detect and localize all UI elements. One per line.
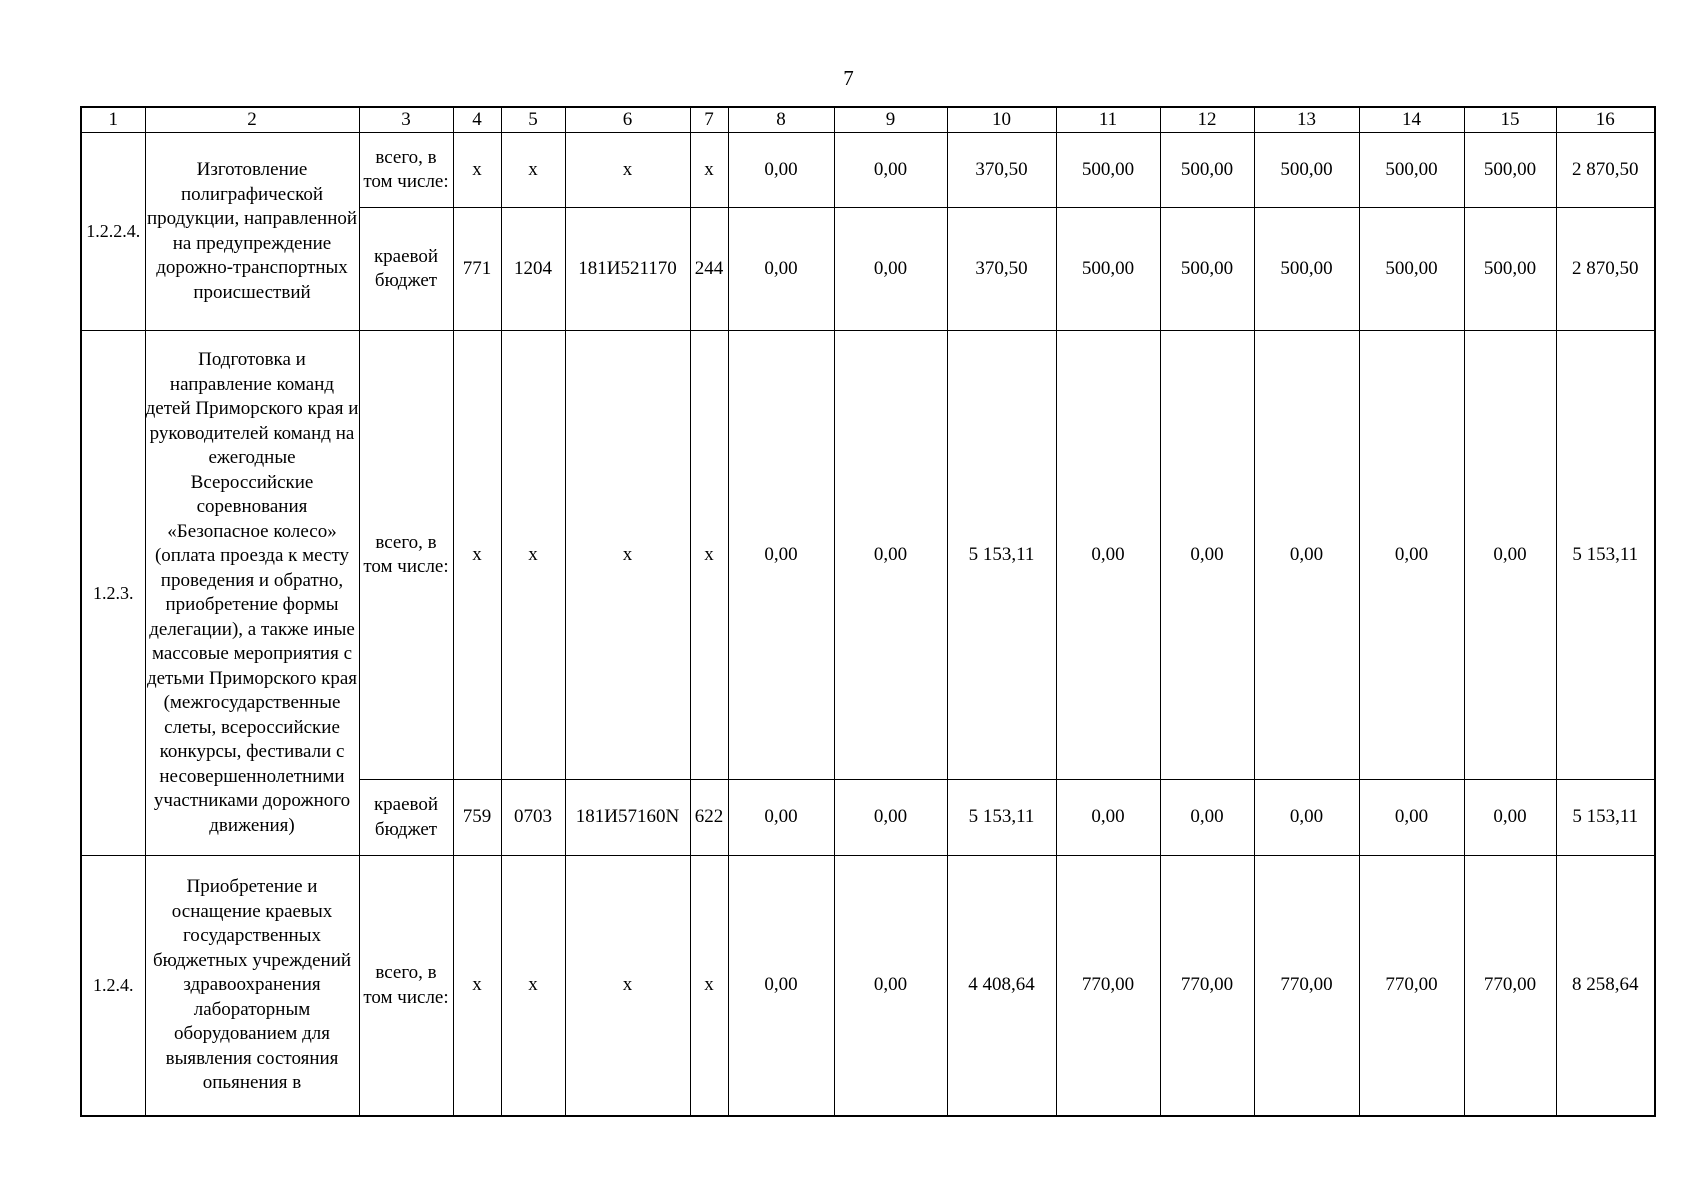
- cell-c5: 1204: [501, 208, 565, 331]
- cell-value: 0,00: [1359, 331, 1464, 780]
- cell-c7: x: [690, 133, 728, 208]
- col-header: 4: [453, 107, 501, 133]
- page-number: 7: [843, 66, 854, 90]
- cell-value: 0,00: [1160, 331, 1254, 780]
- cell-value: 0,00: [1160, 779, 1254, 855]
- cell-value: 770,00: [1464, 856, 1556, 1116]
- cell-value: 5 153,11: [947, 779, 1056, 855]
- cell-value: 0,00: [1464, 331, 1556, 780]
- table-row: [81, 133, 1655, 208]
- cell-value: 770,00: [1359, 856, 1464, 1116]
- col-header: 11: [1056, 107, 1160, 133]
- row-description: Подготовка и направление команд детей Приморского края и руководителей команд на ежегодные Всероссийские соревнования «Безопасное колесо» (оплата проезда к месту проведения и обратно, приобретение формы делегации), а также иные массовые мероприятия с детьми Приморского края (межгосударственные слеты, всероссийские конкурсы, фестивали с несовершеннолетними участниками дорожного движения): [145, 331, 359, 856]
- cell-value: 0,00: [1254, 331, 1359, 780]
- col-header: 2: [145, 107, 359, 133]
- cell-value: 770,00: [1056, 856, 1160, 1116]
- table-row: [81, 856, 1655, 1116]
- col-header: 1: [81, 107, 145, 133]
- row-description: Изготовление полиграфической продукции, направленной на предупреждение дорожно-транспортных происшествий: [145, 133, 359, 331]
- col-header: 15: [1464, 107, 1556, 133]
- cell-c5: x: [501, 133, 565, 208]
- cell-c7: x: [690, 331, 728, 780]
- cell-value: 500,00: [1359, 208, 1464, 331]
- row-id: 1.2.3.: [81, 331, 145, 856]
- cell-c4: 759: [453, 779, 501, 855]
- cell-value: 0,00: [728, 856, 834, 1116]
- cell-value: 500,00: [1160, 133, 1254, 208]
- cell-c7: 622: [690, 779, 728, 855]
- col-header: 9: [834, 107, 947, 133]
- cell-value: 2 870,50: [1556, 133, 1655, 208]
- col-header: 8: [728, 107, 834, 133]
- cell-value: 0,00: [834, 133, 947, 208]
- col-header: 14: [1359, 107, 1464, 133]
- row-description: Приобретение и оснащение краевых государственных бюджетных учреждений здравоохранения лабораторным оборудованием для выявления состояния опьянения в: [145, 856, 359, 1116]
- cell-value: 370,50: [947, 133, 1056, 208]
- col-header: 13: [1254, 107, 1359, 133]
- col-header: 3: [359, 107, 453, 133]
- cell-c7: x: [690, 856, 728, 1116]
- cell-value: 770,00: [1160, 856, 1254, 1116]
- cell-value: 0,00: [834, 208, 947, 331]
- cell-c6: x: [565, 856, 690, 1116]
- cell-c5: x: [501, 331, 565, 780]
- row-id: 1.2.4.: [81, 856, 145, 1116]
- col-header: 10: [947, 107, 1056, 133]
- cell-c4: x: [453, 133, 501, 208]
- budget-table: [80, 106, 1656, 1117]
- cell-c7: 244: [690, 208, 728, 331]
- table-row: [81, 331, 1655, 780]
- cell-value: 0,00: [728, 208, 834, 331]
- cell-value: 0,00: [1464, 779, 1556, 855]
- cell-c6: x: [565, 133, 690, 208]
- cell-value: 500,00: [1056, 208, 1160, 331]
- cell-value: 0,00: [834, 856, 947, 1116]
- cell-value: 2 870,50: [1556, 208, 1655, 331]
- cell-value: 4 408,64: [947, 856, 1056, 1116]
- cell-c5: 0703: [501, 779, 565, 855]
- cell-value: 500,00: [1359, 133, 1464, 208]
- funding-source: всего, в том числе:: [359, 331, 453, 780]
- cell-value: 5 153,11: [1556, 779, 1655, 855]
- funding-source: краевой бюджет: [359, 208, 453, 331]
- cell-c4: x: [453, 856, 501, 1116]
- cell-value: 770,00: [1254, 856, 1359, 1116]
- cell-value: 500,00: [1464, 133, 1556, 208]
- cell-value: 5 153,11: [947, 331, 1056, 780]
- col-header: 5: [501, 107, 565, 133]
- cell-value: 370,50: [947, 208, 1056, 331]
- cell-value: 0,00: [728, 779, 834, 855]
- row-id: 1.2.2.4.: [81, 133, 145, 331]
- col-header: 16: [1556, 107, 1655, 133]
- cell-value: 8 258,64: [1556, 856, 1655, 1116]
- cell-value: 0,00: [1056, 331, 1160, 780]
- cell-c5: x: [501, 856, 565, 1116]
- col-header: 6: [565, 107, 690, 133]
- cell-value: 500,00: [1464, 208, 1556, 331]
- cell-c6: 181И57160N: [565, 779, 690, 855]
- cell-value: 0,00: [728, 133, 834, 208]
- funding-source: всего, в том числе:: [359, 856, 453, 1116]
- cell-value: 5 153,11: [1556, 331, 1655, 780]
- header-row: [81, 107, 1655, 133]
- cell-value: 500,00: [1160, 208, 1254, 331]
- cell-c6: x: [565, 331, 690, 780]
- funding-source: краевой бюджет: [359, 779, 453, 855]
- funding-source: всего, в том числе:: [359, 133, 453, 208]
- cell-value: 0,00: [728, 331, 834, 780]
- cell-value: 0,00: [1254, 779, 1359, 855]
- cell-value: 0,00: [834, 331, 947, 780]
- cell-value: 0,00: [834, 779, 947, 855]
- cell-value: 500,00: [1254, 208, 1359, 331]
- cell-value: 500,00: [1254, 133, 1359, 208]
- cell-value: 0,00: [1056, 779, 1160, 855]
- col-header: 7: [690, 107, 728, 133]
- cell-value: 500,00: [1056, 133, 1160, 208]
- cell-c4: x: [453, 331, 501, 780]
- cell-value: 0,00: [1359, 779, 1464, 855]
- cell-c6: 181И521170: [565, 208, 690, 331]
- col-header: 12: [1160, 107, 1254, 133]
- cell-c4: 771: [453, 208, 501, 331]
